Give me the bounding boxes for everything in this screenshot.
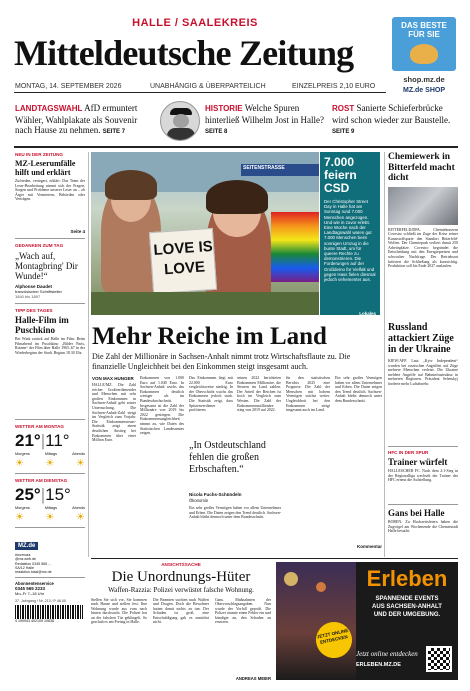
ad-url[interactable]: ERLEBEN.MZ.DE (356, 662, 401, 668)
shop-logo: MZ.de SHOP (402, 87, 445, 94)
abo-hours: Mo–Fr 7–18 Uhr (15, 591, 45, 597)
news-ref: Seite 4 (70, 229, 85, 234)
teaser-text: Welche Spuren hinterließ Wilhelm Jost in Halle? (205, 103, 324, 125)
sun-icon: ☀ (76, 512, 85, 523)
bottom-col-3: Gans. Maßnahmen der Obervorschlagsangaben. Nun wurde der Vorfall geprüft. Die Polizei räumte einen Fehler ein und kündigte an, den Schaden zu ersetzen. (215, 597, 271, 625)
bottom-author: ANDREAS MEIER (235, 675, 271, 681)
mz-logo: MZ.de (15, 542, 38, 550)
main-col-5: für den statistischen Berichts 2025 eine Prognose. Die Zahl der Menschen mit hohem Vermögen wächst weiter. Ungleichheit bei den Einkommen steigt insgesamt auch im Land. (286, 376, 330, 413)
weather-tue-min: 15° (45, 485, 71, 504)
sport-kicker: HFC IN DER SPUR (388, 450, 429, 455)
pull-quote: „In Ostdeutschland fehlen die großen Erbschaften.“ (189, 440, 266, 475)
qr-code[interactable] (426, 646, 452, 672)
main-byline: VON MAX HUNGER (92, 376, 134, 381)
region-label: HALLE / SAALEKREIS (132, 17, 258, 29)
bottom-deck: Waffen-Razzia: Polizei verwüstet falsche Wohnung. (108, 586, 254, 594)
quote-kicker: GEDANKEN ZUM TAG (15, 243, 64, 248)
ad-line1: SPANNENDE EVENTS (375, 596, 439, 602)
sun-cloud-icon: ☀ (76, 458, 85, 469)
commentary-ref[interactable]: Kommentar (356, 544, 382, 549)
bottom-kicker: ANSICHTSSACHE (161, 562, 201, 567)
newspaper-title[interactable]: Mitteldeutsche Zeitung (14, 33, 354, 73)
teaser-historie[interactable] (205, 103, 325, 137)
pull-quote-role: Ökonomin (189, 498, 209, 503)
news-body: Zufrieden, verärgert, erklärt: Das Team der Leser-Bearbeitung nimmt sich der Fragen, Sorgen und Probleme unserer Leser an – ob Ärger mit Vermietern, Behörden oder Verträgen. (15, 179, 85, 202)
weather-time: Mittags (44, 506, 58, 510)
teaser-ref: SEITE 7 (102, 129, 126, 135)
promo-line2: FÜR SIE (408, 30, 440, 39)
teaser-ref: SEITE 9 (332, 129, 355, 135)
ad-line3: UND DER UMGEBUNG. (373, 612, 441, 618)
csd-headline: 7.000 feiern CSD (324, 155, 357, 195)
bottom-headline: Die Unordnungs-Hüter (111, 569, 251, 585)
main-col-1: HALLE/MZ. Die Zahl reicher Großverdienender und Menschen mit sehr großen Einkommen in Sachsen-Anhalt geht seiner Untersuchung. Die Sachsen-Anhalt-Zahl steigt im Vergleich zum Vorjahr. Die Einkommensteuer-Statistik zeigt einen deutlichen Anstieg bei Einkommen über einer Million Euro. (92, 383, 136, 443)
portrait-image (160, 101, 200, 141)
barcode (15, 605, 83, 619)
ad-line2: AUS SACHSEN-ANHALT (372, 604, 442, 610)
tagline: UNABHÄNGIG & ÜBERPARTEILICH (150, 83, 266, 90)
teaser-rost[interactable] (332, 103, 458, 137)
abo-label: Abonnentenservice (15, 581, 54, 587)
bottom-article[interactable] (91, 562, 271, 680)
weather-time: Abends (72, 506, 85, 510)
price: EINZELPREIS 2,10 EURO (292, 83, 376, 90)
chemie-article[interactable] (388, 152, 458, 317)
promo-line1: DAS BESTE (401, 21, 447, 30)
russia-body: KIEW/AFP. Laut „Kyiv Independent“ wurden bei russischen Angriffen auf Züge mehrere Menschen verletzt. Die Ukraine meldete Angriffe auf Bahninfrastruktur in mehreren Regionen. Präsident Selenskyj forderte mehr Luftabwehr. (388, 359, 458, 386)
russia-headline: Russland attackiert Züge in der Ukraine (388, 322, 454, 355)
shop-url[interactable]: shop.mz.de (403, 75, 445, 84)
contact-item: SA/12 Halle (15, 565, 34, 570)
news-title[interactable]: MZ-Leserumfälle hilft und erklärt (15, 159, 76, 177)
main-col-4: seinen 2022 berichteten Einkommen Millionäre, die Steuern im Land zahlen. Der Anteil der Reichen ist hoch im Vergleich zum Westen. Die Zahl der Einkommensmillionäre stieg von 2019 auf 2022. (237, 376, 281, 413)
teaser-ref: SEITE 8 (205, 129, 228, 135)
contact-item[interactable]: @mz.web.de (15, 557, 37, 562)
quote-years: 1840 bis 1897 (15, 294, 41, 299)
main-article-body (92, 376, 382, 552)
sun-icon: ☀ (15, 512, 24, 523)
tip-kicker: TIPP DES TAGES (15, 308, 53, 313)
csd-ref: Lokales (359, 311, 376, 316)
sun-icon: ☀ (45, 512, 55, 523)
issue-date: MONTAG, 14. SEPTEMBER 2026 (15, 83, 122, 90)
quote-text: „Wach auf, Montagbring' Dir Wunde!“ (15, 251, 78, 281)
ad-badge-text: JETZT ONLINE ENTDECKEN (316, 627, 349, 645)
gift-icon (410, 44, 438, 64)
weather-time: Morgens (15, 506, 30, 510)
photo-banner: SEITENSTRASSE (243, 165, 285, 171)
ad-title: Erleben (366, 566, 448, 591)
issue-number: 37. Jahrgang / Nr. 213 / P 46.00 (15, 599, 66, 604)
main-col-3b: Ein sehr großes Vermögen haben vor allem Unternehmer und Erben. Die Daten zeigen den Trend deutlich. Sachsen-Anhalt bleibt dennoch unter dem Bundesschnitt. (189, 506, 281, 520)
teaser-text: AfD ermuntert Wähler, Wahlplakate als Souvenir nach Hause zu nehmen. (15, 103, 138, 135)
tip-body: Bei Wink zurück auf Halle im Film: Beim Filmabend im Puschkino „Bilder Paris, Ruinen“ der Film über Halle 1965–67 in der Wiederbeginn der Stadt. Beginn 18.30 Uhr. (15, 337, 85, 355)
weather-time: Abends (72, 452, 85, 456)
koeln-headline: Gans bei Halle (388, 508, 445, 518)
csd-photo[interactable] (91, 152, 319, 315)
pull-quote-author: Nicola Fuchs-Schündeln (189, 492, 242, 497)
main-col-6: Ein sehr großes Vermögen haben vor allem Unternehmer und Erben. Die Daten zeigen den Trend deutlich. Sachsen-Anhalt bleibt dennoch unter dem Bundesschnitt. (335, 376, 382, 403)
weather-today-max: 21° (15, 431, 41, 450)
contact-item[interactable]: redaktion.lokal@mz.de (15, 570, 52, 575)
contact-item[interactable]: Redaktion 0345 565 ... (15, 561, 52, 566)
koeln-body: BOREN. Zu Hochzeitsfeiern haben die Zugvögel am Wochenende die Chemiestadt Halle besucht. (388, 520, 458, 534)
main-deck: Die Zahl der Millionäre in Sachsen-Anhalt nimmt trotz Wirtschaftsflaute zu. Die finanzielle Ungleichheit bei den Einkommen steigt insgesamt auch. (92, 352, 351, 371)
weather-tue-label: WETTER AM DIENSTAG (15, 478, 68, 483)
sport-headline: Trainer würfelt (388, 457, 448, 467)
left-sidebar: NEU IN DER ZEITUNG MZ-Leserumfälle hilft und erklärt Zufrieden, verärgert, erklärt: Das Team der Leser-Bearbeitung nimmt sich der Fragen, Sorgen und Probleme unserer Leser an – ob Ärger mit Vermietern, Behörden oder Verträgen. Seite 4 GEDANKEN ZUM TAG „Wach auf, Montagbring' Dir Wunde!“ Alphonse Daudet französischer Schriftsteller 1840 bis 1897 TIPP DES TAGES Halle-Film im Puschkino Bei Wink zurück auf Halle im Film: Beim Filmabend im Puschkino „Bilder Paris, Ruinen“ der Film über Halle 1965–67 in der Wiederbeginn der Stadt. Beginn 18.30 Uhr. WETTER AM MONTAG 21°|11° Morgens Mittags Abends ☀ ☀ ☀ WETTER AM DIENSTAG 25°|15° Morgens Mittags Abends ☀ ☀ ☀ MZ.de #mzmuss @mz.web.de Redaktion 0345 565 ... SA/12 Halle redaktion.lokal@mz.de Abonnentenservice 0345 565 2233 Mo–Fr 7–18 Uhr 37. Jahrgang / Nr. 213 / P 46.00 4 190943 402109 10838 (15, 152, 85, 624)
weather-today-min: 11° (45, 431, 70, 450)
csd-box[interactable] (320, 152, 380, 315)
sun-cloud-icon: ☀ (15, 458, 24, 469)
photo-sign-text: LOVE IS LOVE (153, 237, 214, 279)
sport-body: HALLESCHER FC. Nach dem 2:1-Sieg in der Regionalliga wechselt der Trainer des HFC erneut die Aufstellung. (388, 469, 458, 483)
contact-item[interactable]: #mzmuss (15, 553, 31, 557)
weather-time: Morgens (15, 452, 30, 456)
teaser-kicker: ROST (332, 104, 355, 113)
news-kicker: NEU IN DER ZEITUNG (15, 152, 63, 157)
weather-tue-max: 25° (15, 485, 41, 504)
abo-phone[interactable]: 0345 565 2233 (15, 586, 46, 592)
erleben-ad[interactable] (276, 562, 458, 680)
teaser-kicker: LANDTAGSWAHL (15, 104, 83, 113)
sport-article[interactable] (388, 450, 458, 502)
teaser-text: Sanierte Schieferbrücke wird schon wieder zur Baustelle. (332, 103, 451, 125)
chemie-photo (388, 187, 458, 225)
sun-icon: ☀ (45, 458, 55, 469)
chemie-headline: Chemiewerk in Bitterfeld macht dicht (388, 152, 455, 183)
chemie-body: BITTERFELD/DPA. Chemiekonzern Covestro schließt im Zuge der Krise seiner Kunststoffsparte den Standort Bitterfeld-Wolfen. Der Chemiepark verliert damit 250 Arbeitsplätze. Covestro begründet die Entscheidung mit den Energiepreisen und schwacher Nachfrage. Der Betriebsrat kritisiert die Schließung als kurzsichtig. Produktion soll bis Ende 2027 auslaufen. (388, 227, 458, 269)
tip-title[interactable]: Halle-Film im Puschkino (15, 315, 69, 335)
csd-body: Der Christopher Street Day in Halle hat am Sonntag rund 7.000 Menschen angezogen. Und wie in zuvor erlebt. Eine Woche nach der Landtagswahl waren gut 7.000 Menschen beim sonnigen Umzug in die bunte Stadt, um für queere Rechte zu demonstrieren. Die Forderungen auf der Großdemo für Vielfalt und gegen Hass fielen diesmal jedoch vehementer aus. (324, 199, 376, 283)
russia-article[interactable] (388, 322, 458, 442)
barcode-number: 4 190943 402109 10838 (15, 619, 54, 624)
main-col-2: Einkommen von 1.000 Euro auf 1.040 Euro. In Sachsen-Anhalt wuchs das Einkommen deutlich weniger als im Bundesdurchschnitt. Insgesamt ist die Zahl der Millionäre von 2019 bis 2022 gestiegen. Die Einkommensungleichheit nimmt zu, wie Daten des Statistischen Landesamtes zeigen. (140, 376, 184, 436)
quote-author: Alphonse Daudet (15, 284, 53, 289)
weather-today-label: WETTER AM MONTAG (15, 424, 64, 429)
teaser-landtagswahl[interactable] (15, 103, 155, 137)
bottom-col-1: Stellen Sie sich vor, Sie kommen nach Hause und stellen fest: Ihre Wohnung wurde aus vom nach hinten durchsucht. Die Polizei hat an der falschen Tür geklingelt. So geschah es am Freitag in Halle. (91, 597, 147, 625)
main-col-3: Das Einkommen liegt mit 22.000 Euro vergleichsweise niedrig. In der Oberschicht wuchs das Einkommen jedoch stark. Die Statistik zeigt, dass Spitzenverdiener profitieren. (189, 376, 233, 413)
main-headline[interactable]: Mehr Reiche im Land (92, 323, 327, 350)
bottom-col-2: Die Beamten suchten nach Waffen und Drogen. Doch die Bewohner hatten damit nichts zu tun. Der Schaden ist groß, eine Entschuldigung gab es zunächst nicht. (153, 597, 209, 625)
teaser-kicker: HISTORIE (205, 104, 243, 113)
shop-promo[interactable] (392, 17, 456, 103)
koeln-article[interactable] (388, 508, 458, 556)
quote-role: französischer Schriftsteller (15, 289, 62, 294)
ad-cta[interactable]: Jetzt online entdecken (356, 650, 418, 658)
weather-time: Mittags (44, 452, 58, 456)
